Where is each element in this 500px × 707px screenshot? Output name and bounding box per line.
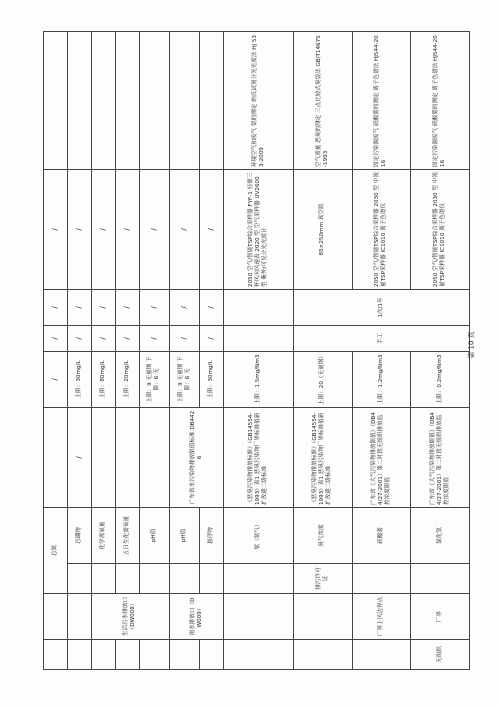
cell: 氨（氨气）: [224, 507, 294, 563]
table-row: 总氮 / / / /: [44, 31, 68, 669]
cell: 总磷物: [67, 507, 91, 563]
cell: 广东省《大气污染物排放限值》（DB44/27-2001）第二时段无组织排放监控浓度限值: [352, 407, 411, 507]
monitoring-table: [43, 31, 470, 670]
cell: pH值: [170, 507, 200, 563]
cell: 空气质量 恶臭的测定 三点比较式臭袋法 GB/T14675-1993: [293, 31, 352, 169]
rotated-table-container: [43, 32, 470, 670]
cell: 臭气浓度: [293, 507, 352, 563]
cell: 无组织: [411, 640, 470, 670]
cell: 上限：9 无量纲 下限：6 无: [139, 351, 169, 407]
cell: 广东省《大气污染物排放限值》（DB44/27-2001）第二时段无组织排放监控浓度限值: [411, 407, 470, 507]
cell: 《恶臭污染物排放标准》（GB14554-1993）表1 恶臭污染物厂界标准值新扩改建二级标准: [293, 407, 352, 507]
cell: 广东省水污染物排放限值标准 DB4426: [170, 407, 224, 507]
table-row: [293, 31, 352, 669]
cell: 上限：1.2mg/Nm3: [352, 351, 411, 407]
cell: 《恶臭污染物排放标准》（GB14554-1993）表1 恶臭污染物厂界标准值新扩改建二级标准: [224, 407, 294, 507]
cell: 环境空气和废气 氨的测定 纳氏试剂分光光度法 HJ 533-2009: [224, 31, 294, 169]
cell: 五日生化需氧量: [115, 507, 139, 563]
cell: 化学需氧量: [91, 507, 115, 563]
cell: pH值: [139, 507, 169, 563]
table-row: [224, 31, 294, 669]
cell: 2050 空气/智能TSP综合采样器 2030 型 中流量TSP采样器 IC1010 离子色谱仪: [352, 169, 411, 289]
table-row: 生活污水排放口（DW008） 化学需氧量 上限：80mg/L / / /: [91, 31, 115, 669]
cell: 排污许可证: [293, 564, 352, 594]
cell: 固定污染源废气 硫酸雾的测定 离子色谱法 HJ544-2016: [352, 31, 411, 169]
cell: 悬浮物: [200, 507, 224, 563]
cell: 上限：9 无量纲 下限：6 无: [170, 351, 200, 407]
cell: 固定污染源废气 硫酸雾的测定 离子色谱法 HJ544-2016: [411, 31, 470, 169]
cell: 上限：80mg/L: [91, 351, 115, 407]
cell: 总氮: [44, 507, 68, 593]
cell: 1次/1年: [293, 289, 469, 325]
table-row: 悬浮物 上限：30mg/L / / /: [200, 31, 224, 669]
cell: 手工: [293, 325, 469, 351]
cell: 雨水排放口（DW009）: [170, 594, 224, 640]
table-row: pH值 上限：9 无量纲 下限：6 无 / / /: [139, 31, 169, 669]
cell: 2050 空气/智能TSP综合采样器 2030 型 中流量TSP采样器 IC1010 离子色谱仪: [411, 169, 470, 289]
cell: 硫酸雾: [352, 507, 411, 563]
cell: 85×250mm 真空瓶: [293, 169, 352, 289]
cell: 生活污水排放口（DW008）: [91, 594, 169, 640]
cell: 上限：20mg/L: [115, 351, 139, 407]
cell: 上限：30mg/L: [200, 351, 224, 407]
cell: 上限：30mg/L: [67, 351, 91, 407]
cell: 上限：1.5mg/Nm3: [224, 351, 294, 407]
table-row: 五日生化需氧量 上限：20mg/L / / /: [115, 31, 139, 669]
table-row: 总磷物 / 上限：30mg/L / / /: [67, 31, 91, 669]
cell: 上限：20（无量纲）: [293, 351, 352, 407]
cell: 2050 空气/智能TSP综合采样器 FYF-1 轻便三杯风向风速表 2020 型 空气采样器 UV2600 型 紫外/可见分光光度计: [224, 169, 294, 289]
cell: 厂界上风边界点: [352, 594, 411, 640]
cell: 上限：0.2mg/Nm3: [411, 351, 470, 407]
page-number: 第 10 页: [467, 331, 476, 359]
table-row: 雨水排放口（DW009） pH值 广东省水污染物排放限值标准 DB4426 上限：9 无量纲 下限：6 无 / / /: [170, 31, 200, 669]
cell: 厂界: [411, 594, 470, 640]
cell: 氯化氢: [411, 507, 470, 563]
